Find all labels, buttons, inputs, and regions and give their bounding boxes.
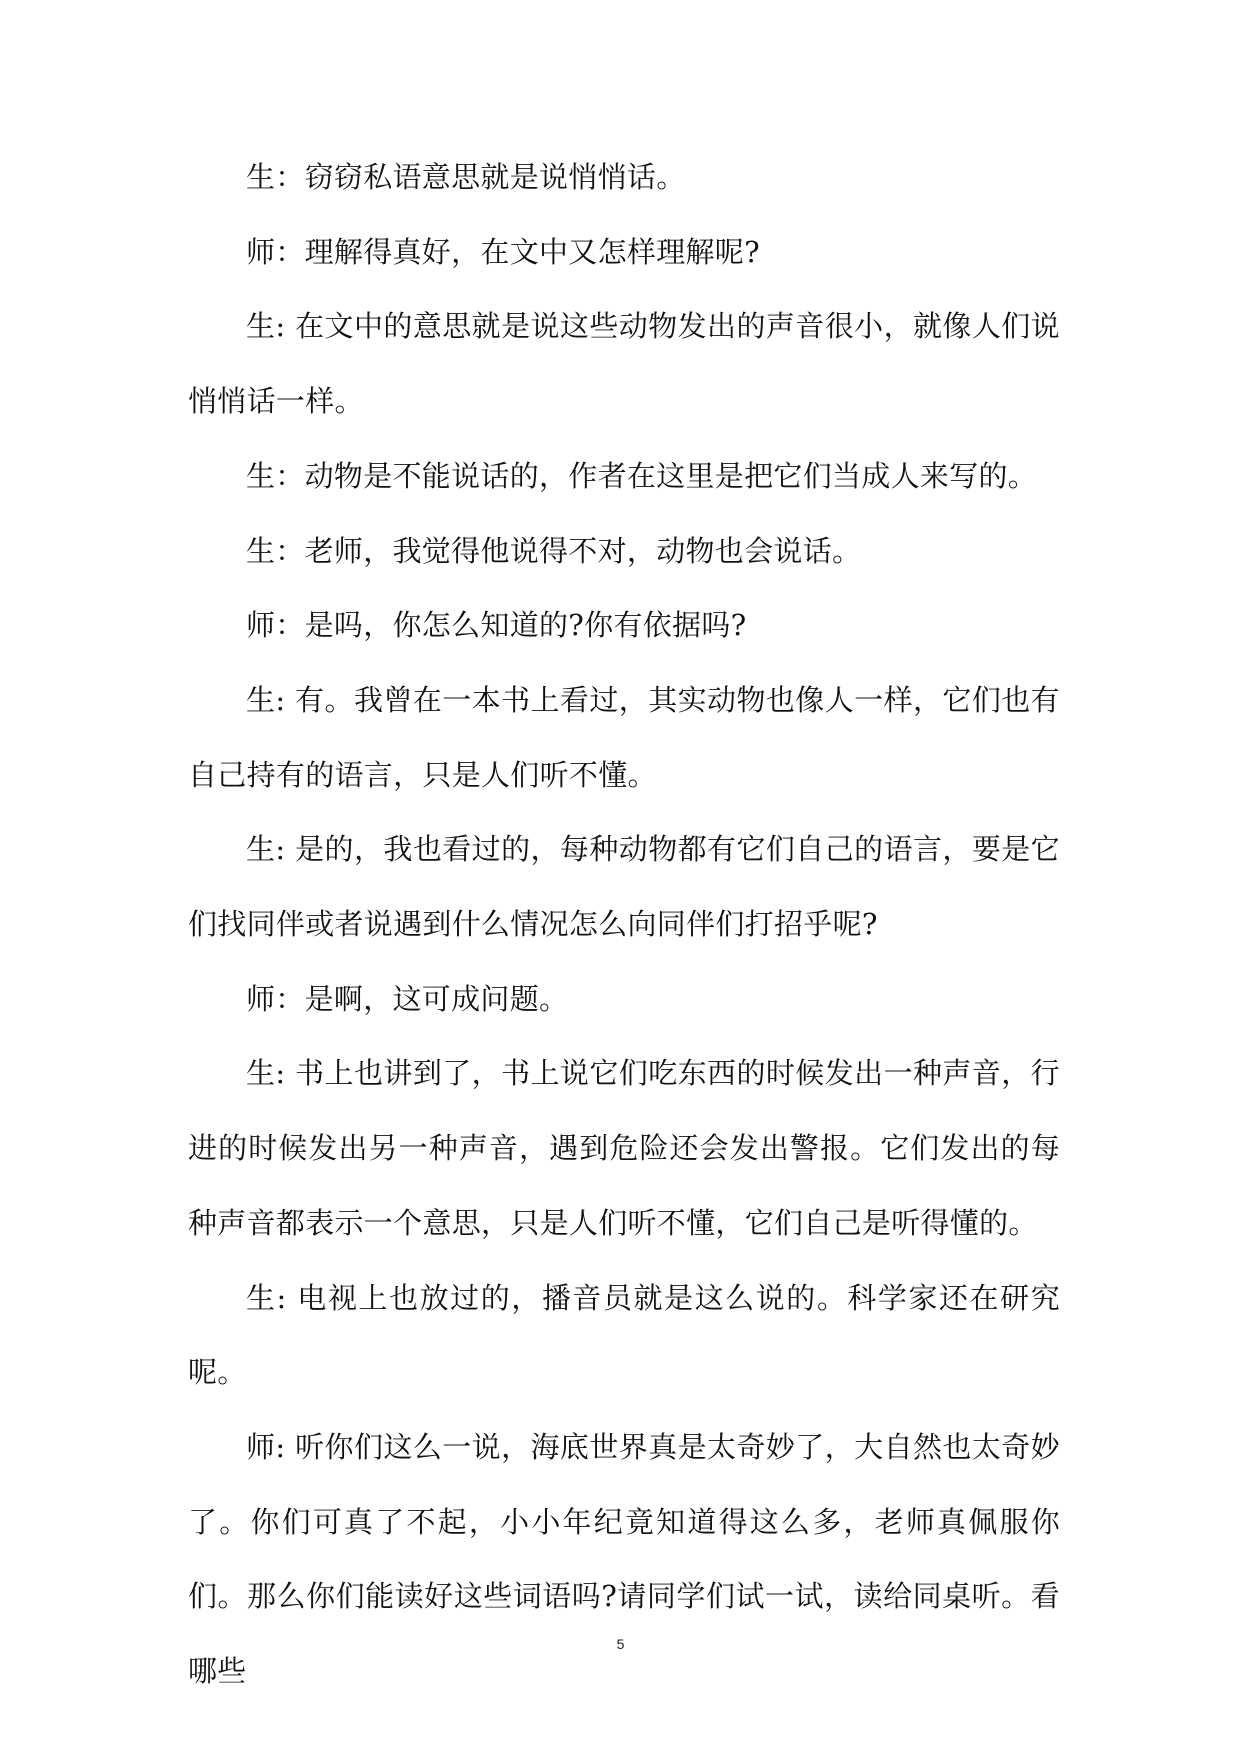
paragraph: 生: 是的，我也看过的，每种动物都有它们自己的语言，要是它们找同伴或者说遇到什么情况怎么向同伴们打招乎呢? bbox=[188, 832, 1060, 942]
paragraph: 师：是吗，你怎么知道的?你有依据吗? bbox=[246, 608, 747, 643]
paragraph: 生：动物是不能说话的，作者在这里是把它们当成人来写的。 bbox=[246, 458, 1038, 493]
page-number: 5 bbox=[616, 1636, 625, 1652]
document-body bbox=[188, 140, 1060, 1709]
paragraph: 生: 有。我曾在一本书上看过，其实动物也像人一样，它们也有自己持有的语言，只是人们听不懂。 bbox=[188, 682, 1060, 792]
paragraph: 师：理解得真好，在文中又怎样理解呢? bbox=[246, 234, 760, 269]
paragraph: 师：是啊，这可成问题。 bbox=[246, 981, 569, 1016]
paragraph: 生: 在文中的意思就是说这些动物发出的声音很小，就像人们说悄悄话一样。 bbox=[188, 309, 1060, 419]
paragraph: 生: 书上也讲到了，书上说它们吃东西的时候发出一种声音，行进的时候发出另一种声音，遇到危险还会发出警报。它们发出的每种声音都表示一个意思，只是人们听不懂，它们自己是听得懂的。 bbox=[188, 1056, 1060, 1240]
paragraph: 生：老师，我觉得他说得不对，动物也会说话。 bbox=[246, 533, 862, 568]
paragraph: 师: 听你们这么一说，海底世界真是太奇妙了，大自然也太奇妙了。你们可真了不起，小小年纪竟知道得这么多，老师真佩服你们。那么你们能读好这些词语吗?请同学们试一试，读给同桌听。看哪些 bbox=[188, 1429, 1060, 1689]
paragraph: 生：窃窃私语意思就是说悄悄话。 bbox=[246, 160, 686, 194]
paragraph: 生: 电视上也放过的，播音员就是这么说的。科学家还在研究呢。 bbox=[188, 1280, 1060, 1390]
